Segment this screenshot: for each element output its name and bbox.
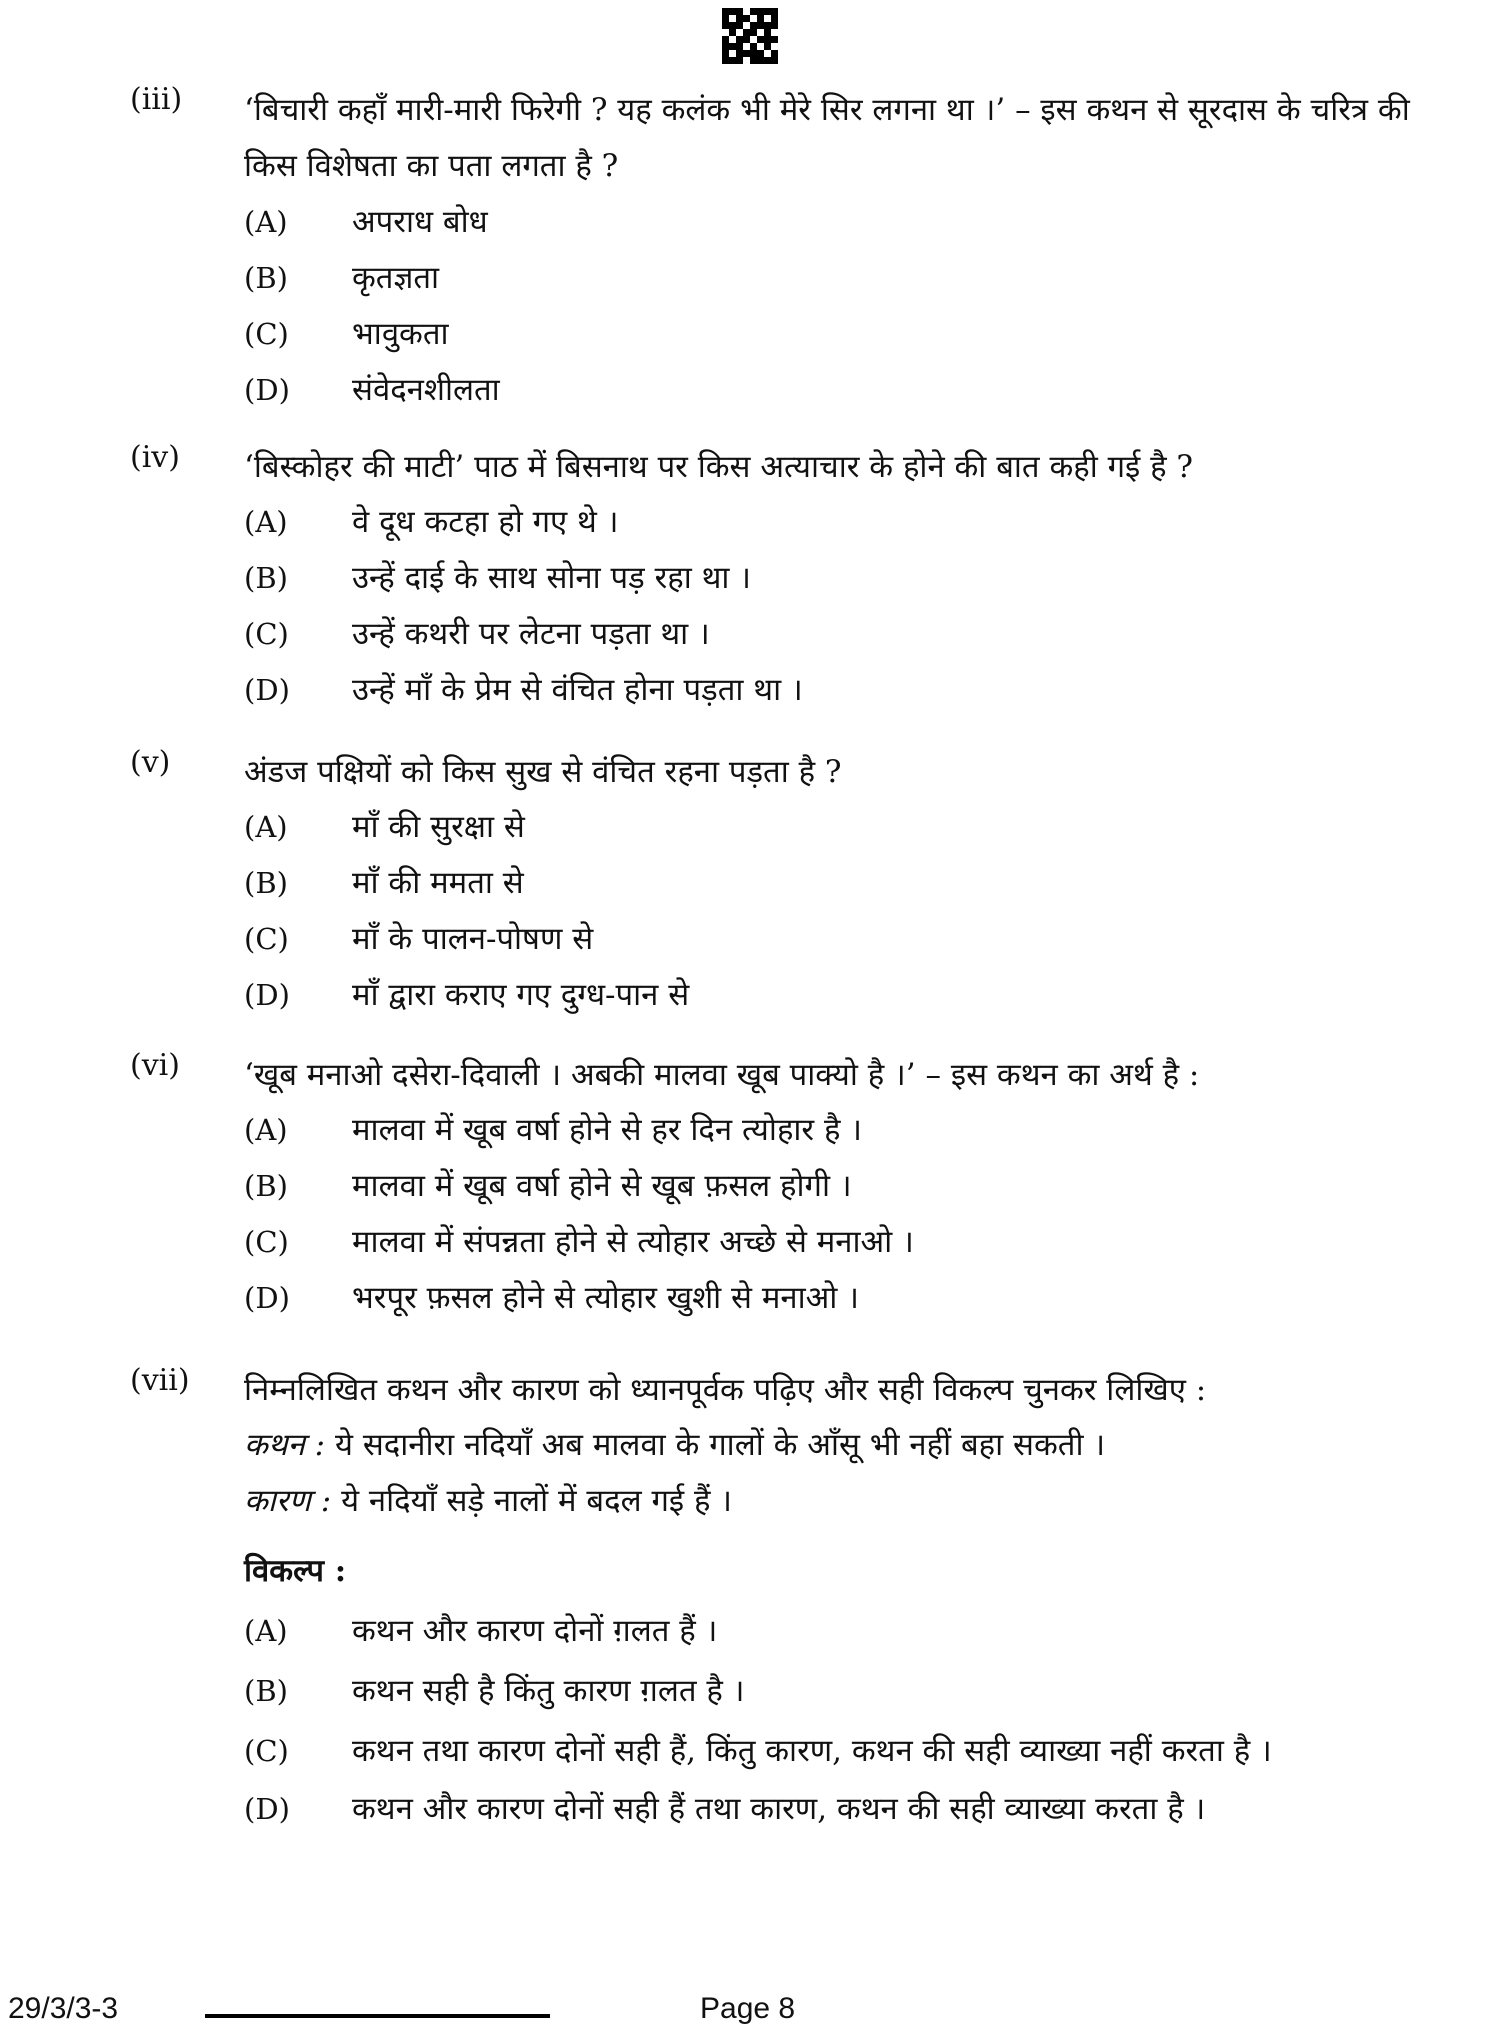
question-number: (v) <box>130 745 171 780</box>
option-label: (B) <box>244 1674 288 1708</box>
option-label: (B) <box>244 1169 288 1203</box>
option-label: (A) <box>244 810 288 844</box>
option-a <box>244 1601 1450 1661</box>
option-b <box>244 550 1450 606</box>
option-text: उन्हें माँ के प्रेम से वंचित होना पड़ता था । <box>352 672 803 708</box>
option-b <box>244 1661 1450 1721</box>
options-heading: विकल्प : <box>244 1553 347 1589</box>
assertion <box>244 1417 1450 1473</box>
qr-code-icon <box>722 8 778 64</box>
option-label: (C) <box>244 922 289 956</box>
option-c <box>244 1214 1450 1270</box>
option-text: संवेदनशीलता <box>352 372 500 408</box>
option-d <box>244 967 1450 1023</box>
option-label: (A) <box>244 205 288 239</box>
option-text: कथन तथा कारण दोनों सही हैं, किंतु कारण, कथन की सही व्याख्या नहीं करता है । <box>352 1733 1272 1769</box>
question-number: (iii) <box>130 82 183 117</box>
question-vii <box>130 1363 1450 1841</box>
option-text: माँ द्वारा कराए गए दुग्ध-पान से <box>352 977 690 1013</box>
option-b <box>244 1158 1450 1214</box>
assertion-text: ये सदानीरा नदियाँ अब मालवा के गालों के आँसू भी नहीं बहा सकती । <box>334 1427 1106 1463</box>
question-text: अंडज पक्षियों को किस सुख से वंचित रहना पड़ता है ? <box>244 754 842 790</box>
option-text: मालवा में खूब वर्षा होने से खूब फ़सल होगी । <box>352 1168 852 1204</box>
option-label: (D) <box>244 978 290 1012</box>
question-text: निम्नलिखित कथन और कारण को ध्यानपूर्वक पढ़िए और सही विकल्प चुनकर लिखिए : <box>244 1372 1207 1408</box>
option-c <box>244 911 1450 967</box>
question-text: ‘बिचारी कहाँ मारी-मारी फिरेगी ? यह कलंक भी मेरे सिर लगना था ।’ – इस कथन से सूरदास के चरित्र की किस विशेषता का पता लगता है ? <box>244 92 1410 184</box>
option-text: कृतज्ञता <box>352 260 440 296</box>
option-text: मालवा में संपन्नता होने से त्योहार अच्छे से मनाओ । <box>352 1224 914 1260</box>
question-text: ‘बिस्कोहर की माटी’ पाठ में बिसनाथ पर किस अत्याचार के होने की बात कही गई है ? <box>244 449 1194 485</box>
option-label: (C) <box>244 1734 289 1768</box>
option-d <box>244 1270 1450 1326</box>
option-label: (D) <box>244 673 290 707</box>
option-text: कथन और कारण दोनों सही हैं तथा कारण, कथन की सही व्याख्या करता है । <box>352 1791 1206 1827</box>
option-label: (D) <box>244 1281 290 1315</box>
option-text: वे दूध कटहा हो गए थे । <box>352 504 619 540</box>
option-c <box>244 606 1450 662</box>
option-c <box>244 1725 1450 1777</box>
option-a <box>244 1102 1450 1158</box>
option-label: (B) <box>244 866 288 900</box>
option-text: कथन सही है किंतु कारण ग़लत है । <box>352 1673 745 1709</box>
option-b <box>244 250 1450 306</box>
option-d <box>244 362 1450 418</box>
option-label: (A) <box>244 1113 288 1147</box>
option-text: भावुकता <box>352 316 449 352</box>
option-text: उन्हें दाई के साथ सोना पड़ रहा था । <box>352 560 752 596</box>
reason-text: ये नदियाँ सड़े नालों में बदल गई हैं । <box>341 1483 733 1519</box>
reason <box>244 1473 1450 1529</box>
option-label: (B) <box>244 261 288 295</box>
option-text: उन्हें कथरी पर लेटना पड़ता था । <box>352 616 710 652</box>
question-number: (vii) <box>130 1363 190 1398</box>
option-d <box>244 662 1450 718</box>
option-label: (C) <box>244 617 289 651</box>
option-label: (D) <box>244 373 290 407</box>
option-b <box>244 855 1450 911</box>
question-text: ‘खूब मनाओ दसेरा-दिवाली । अबकी मालवा खूब पाक्यो है ।’ – इस कथन का अर्थ है : <box>244 1057 1200 1093</box>
option-label: (A) <box>244 505 288 539</box>
option-text: माँ के पालन-पोषण से <box>352 921 594 957</box>
assertion-label: कथन : <box>244 1427 326 1463</box>
option-label: (A) <box>244 1614 288 1648</box>
option-text: अपराध बोध <box>352 204 488 240</box>
paper-code: 29/3/3-3 <box>8 1992 119 2025</box>
question-number: (iv) <box>130 440 180 475</box>
option-a <box>244 494 1450 550</box>
option-d <box>244 1777 1450 1841</box>
page-number: Page 8 <box>700 1992 796 2025</box>
reason-label: कारण : <box>244 1483 332 1519</box>
question-iv <box>130 440 1450 718</box>
option-label: (C) <box>244 317 289 351</box>
page-footer <box>0 1992 1505 2032</box>
option-text: माँ की सुरक्षा से <box>352 809 525 845</box>
option-text: मालवा में खूब वर्षा होने से हर दिन त्योहार है । <box>352 1112 863 1148</box>
question-iii <box>130 82 1450 418</box>
option-text: भरपूर फ़सल होने से त्योहार खुशी से मनाओ । <box>352 1280 859 1316</box>
question-v <box>130 745 1450 1023</box>
option-text: माँ की ममता से <box>352 865 524 901</box>
question-vi <box>130 1048 1450 1326</box>
option-a <box>244 799 1450 855</box>
option-c <box>244 306 1450 362</box>
option-label: (D) <box>244 1792 290 1826</box>
question-number: (vi) <box>130 1048 180 1083</box>
option-text: कथन और कारण दोनों ग़लत हैं । <box>352 1613 718 1649</box>
option-label: (C) <box>244 1225 289 1259</box>
option-label: (B) <box>244 561 288 595</box>
option-a <box>244 194 1450 250</box>
footer-rule <box>205 2014 550 2018</box>
